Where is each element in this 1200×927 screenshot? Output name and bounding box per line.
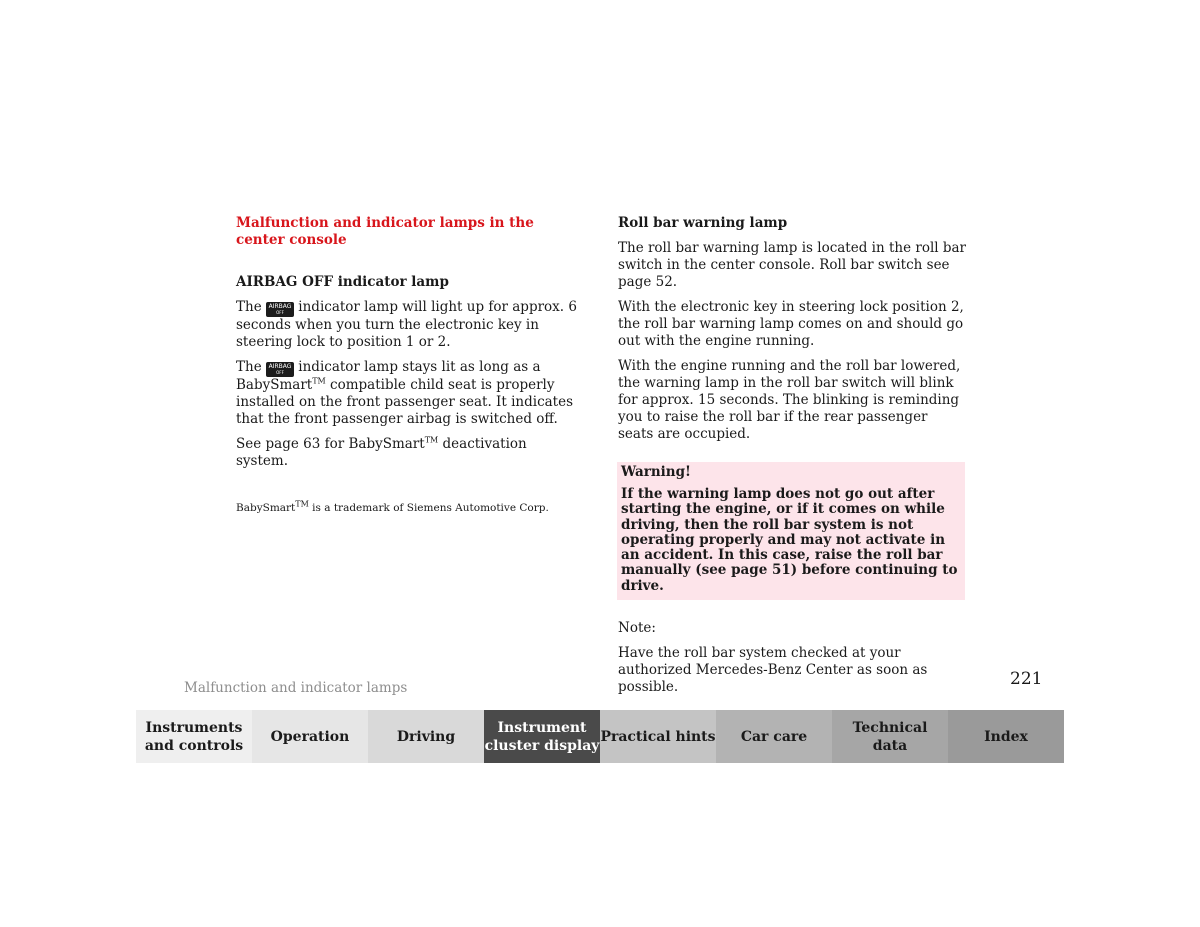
right-column [618, 215, 966, 704]
airbag-paragraph-1 [236, 299, 581, 351]
tab-label-line1: Instrument [497, 719, 587, 736]
tab-index[interactable] [948, 710, 1064, 763]
tab-label [853, 719, 928, 755]
trademark-footnote [236, 500, 581, 517]
tab-label: Operation [270, 728, 350, 745]
roll-bar-paragraph-1 [618, 240, 966, 291]
icon-text-bottom: OFF [276, 310, 284, 315]
tab-instrument-cluster-display[interactable] [484, 710, 600, 763]
warning-box [617, 462, 965, 600]
p1-text-after: indicator lamp will light up for approx. 6 seconds when you turn the electronic key in steering lock to position 1 or 2. [236, 299, 577, 350]
chapter-nav [136, 710, 1064, 763]
note-label: Note: [618, 620, 656, 637]
footnote-text: is a trademark of Siemens Automotive Corp. [312, 502, 549, 514]
roll-bar-p1-text: The roll bar warning lamp is located in the roll bar switch in the center console. Roll bar switch see [618, 240, 967, 273]
roll-bar-heading: Roll bar warning lamp [618, 215, 788, 231]
tab-label-line1: Instruments [145, 719, 243, 736]
airbag-paragraph-3 [236, 436, 581, 470]
warning-text: If the warning lamp does not go out after starting the engine, or if it comes on while driving, then the roll bar system is not operating properly and may not activate in an accident. In this case, raise the roll bar manually (see page 51) before continuing to drive. [621, 486, 958, 594]
icon-text-top: AIRBAG [268, 303, 292, 310]
tab-label: Car care [740, 728, 808, 745]
tab-driving[interactable] [368, 710, 484, 763]
section-heading [236, 215, 581, 249]
warning-title: Warning! [621, 464, 691, 480]
footer-section-label: Malfunction and indicator lamps [184, 680, 408, 696]
babysmart-brand: BabySmart [236, 377, 313, 393]
left-column [236, 215, 581, 517]
tab-technical-data[interactable] [832, 710, 948, 763]
tab-label-line2: data [872, 737, 908, 754]
icon-text-bottom: OFF [276, 370, 284, 375]
trademark-mark: TM [424, 435, 439, 445]
tab-label-line2: cluster display [484, 737, 600, 754]
tab-label: Practical hints [600, 728, 716, 745]
tab-label [485, 719, 600, 755]
icon-text-top: AIRBAG [268, 363, 292, 370]
section-heading-line1: Malfunction and indicator lamps in the [236, 215, 534, 231]
airbag-off-icon [266, 302, 294, 317]
section-heading-line2: center console [236, 232, 347, 248]
roll-bar-paragraph-2: With the electronic key in steering lock position 2, the roll bar warning lamp comes on and should go out with the engine running. [618, 299, 964, 349]
tab-instruments-and-controls[interactable] [136, 710, 252, 763]
p2-text-rest: compatible child seat is properly installed on the front passenger seat. It indicates that the front passenger airbag is switched off. [236, 377, 574, 427]
trademark-mark: TM [295, 499, 309, 509]
tab-label-line1: Technical [852, 719, 928, 736]
roll-bar-paragraph-3: With the engine running and the roll bar lowered, the warning lamp in the roll bar switch will blink for approx. 15 seconds. The blinking is reminding you to raise the roll bar if the rear passenger seats are occupied. [618, 358, 961, 442]
footnote-brand: BabySmart [236, 502, 296, 514]
tab-label [145, 719, 243, 755]
airbag-off-icon [266, 362, 294, 377]
p2-text-after: indicator lamp stays lit as long as a [298, 359, 541, 375]
tab-label-line2: and controls [144, 737, 244, 754]
tab-label: Index [984, 728, 1028, 745]
note-text: Have the roll bar system checked at your authorized Mercedes-Benz Center as soon as possible. [618, 645, 928, 696]
tab-practical-hints[interactable] [600, 710, 716, 763]
airbag-off-heading: AIRBAG OFF indicator lamp [236, 274, 449, 290]
page-number: 221 [1010, 669, 1043, 689]
tab-car-care[interactable] [716, 710, 832, 763]
trademark-mark: TM [312, 376, 326, 386]
roll-bar-page-ref: page 52. [618, 274, 678, 290]
p2-text-before: The [236, 359, 262, 375]
p3-text-before: See page 63 for BabySmart [236, 436, 425, 452]
airbag-paragraph-2 [236, 359, 581, 428]
tab-operation[interactable] [252, 710, 368, 763]
p3-text-after: deactivation system. [236, 436, 527, 469]
p1-text-before: The [236, 299, 262, 315]
tab-label: Driving [396, 728, 456, 745]
